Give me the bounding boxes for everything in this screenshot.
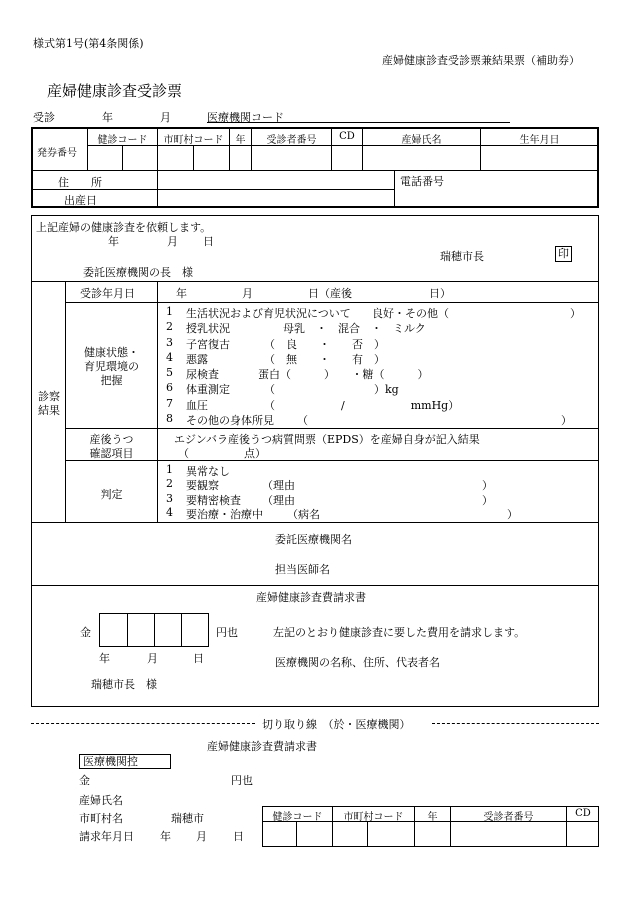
col-city-code: 市町村コード <box>163 135 224 146</box>
stub-kin: 金 <box>79 774 90 787</box>
health-label-1: 健康状態・ <box>84 346 139 359</box>
stub-month: 月 <box>196 830 207 843</box>
depression-text: エジンバラ産後うつ病質問票（EPDS）を産婦自身が記入結果 <box>174 433 480 446</box>
document-title: 産婦健康診査受診票 <box>47 82 183 100</box>
stub-col-checkup-code: 健診コード <box>272 812 323 823</box>
request-addressee: 委託医療機関の長 様 <box>83 266 193 279</box>
ticket-number-label: 発券番号 <box>37 148 77 159</box>
stub-col-cd: CD <box>575 808 591 819</box>
col-checkup-code: 健診コード <box>97 135 148 146</box>
cut-line-right <box>432 723 599 724</box>
stub-city-label: 市町村名 <box>79 812 123 825</box>
claim-addressee: 瑞穂市長 様 <box>91 678 157 691</box>
address-label: 住 所 <box>58 176 102 189</box>
health-label-3: 把握 <box>100 374 123 387</box>
claim-yen: 円也 <box>216 626 238 639</box>
clinic-code-underline <box>207 122 510 123</box>
stub-title: 産婦健康診査費請求書 <box>207 740 317 753</box>
mayor-name: 瑞穂市長 <box>440 250 484 263</box>
clinic-code-label: 医療機関コード <box>207 111 284 124</box>
claim-title: 産婦健康診査費請求書 <box>256 591 366 604</box>
birth-date-label: 出産日 <box>64 194 97 207</box>
stub-day: 日 <box>233 830 244 843</box>
health-label-2: 育児環境の <box>84 360 139 373</box>
stub-name-label: 産婦氏名 <box>79 794 123 807</box>
document-subtitle: 産婦健康診査受診票兼結果票（補助券） <box>382 54 580 67</box>
stub-col-year: 年 <box>427 812 438 823</box>
stub-date-label: 請求年月日 <box>79 830 134 843</box>
results-side-label-1: 診察 <box>38 390 60 403</box>
request-month: 月 <box>167 235 178 248</box>
stub-year: 年 <box>160 830 171 843</box>
col-birth-date: 生年月日 <box>519 135 560 146</box>
clinic-name-label: 委託医療機関名 <box>275 533 352 546</box>
claim-kin: 金 <box>80 626 91 639</box>
depression-points: （ 点） <box>178 447 266 460</box>
request-day: 日 <box>203 235 214 248</box>
depression-label-1: 産後うつ <box>89 433 134 446</box>
request-year: 年 <box>108 235 119 248</box>
claim-statement: 左記のとおり健康診査に要した費用を請求します。 <box>273 626 526 639</box>
stub-city-value: 瑞穂市 <box>171 812 204 825</box>
stub-yen: 円也 <box>231 774 253 787</box>
cut-line-label: 切り取り線 （於・医療機関） <box>262 718 411 731</box>
doctor-name-label: 担当医師名 <box>275 563 330 576</box>
results-side-label-2: 結果 <box>38 404 60 417</box>
visit-label: 受診 <box>33 111 55 124</box>
visit-month: 月 <box>160 111 171 124</box>
visit-date-value: 年 月 日（産後 日） <box>176 287 451 300</box>
visit-date-label: 受診年月日 <box>80 287 135 300</box>
stub-col-city-code: 市町村コード <box>343 812 404 823</box>
claim-year: 年 <box>99 652 110 665</box>
depression-label-2: 確認項目 <box>89 447 134 460</box>
col-cd: CD <box>339 131 355 142</box>
col-patient-number: 受診者番号 <box>266 135 317 146</box>
stub-col-patient-number: 受診者番号 <box>483 812 534 823</box>
form-number: 様式第1号(第4条関係) <box>33 37 144 50</box>
cut-line-left <box>31 723 255 724</box>
stub-copy-label: 医療機関控 <box>79 754 171 769</box>
claim-day: 日 <box>193 652 204 665</box>
seal-mark: 印 <box>555 246 572 262</box>
request-text: 上記産婦の健康診査を依頼します。 <box>36 221 212 234</box>
claim-month: 月 <box>147 652 158 665</box>
col-year: 年 <box>235 135 246 146</box>
visit-year: 年 <box>102 111 113 124</box>
claim-institution: 医療機関の名称、住所、代表者名 <box>275 656 440 669</box>
phone-label: 電話番号 <box>400 175 444 188</box>
col-mother-name: 産婦氏名 <box>401 135 442 146</box>
judgement-label: 判定 <box>100 488 123 501</box>
